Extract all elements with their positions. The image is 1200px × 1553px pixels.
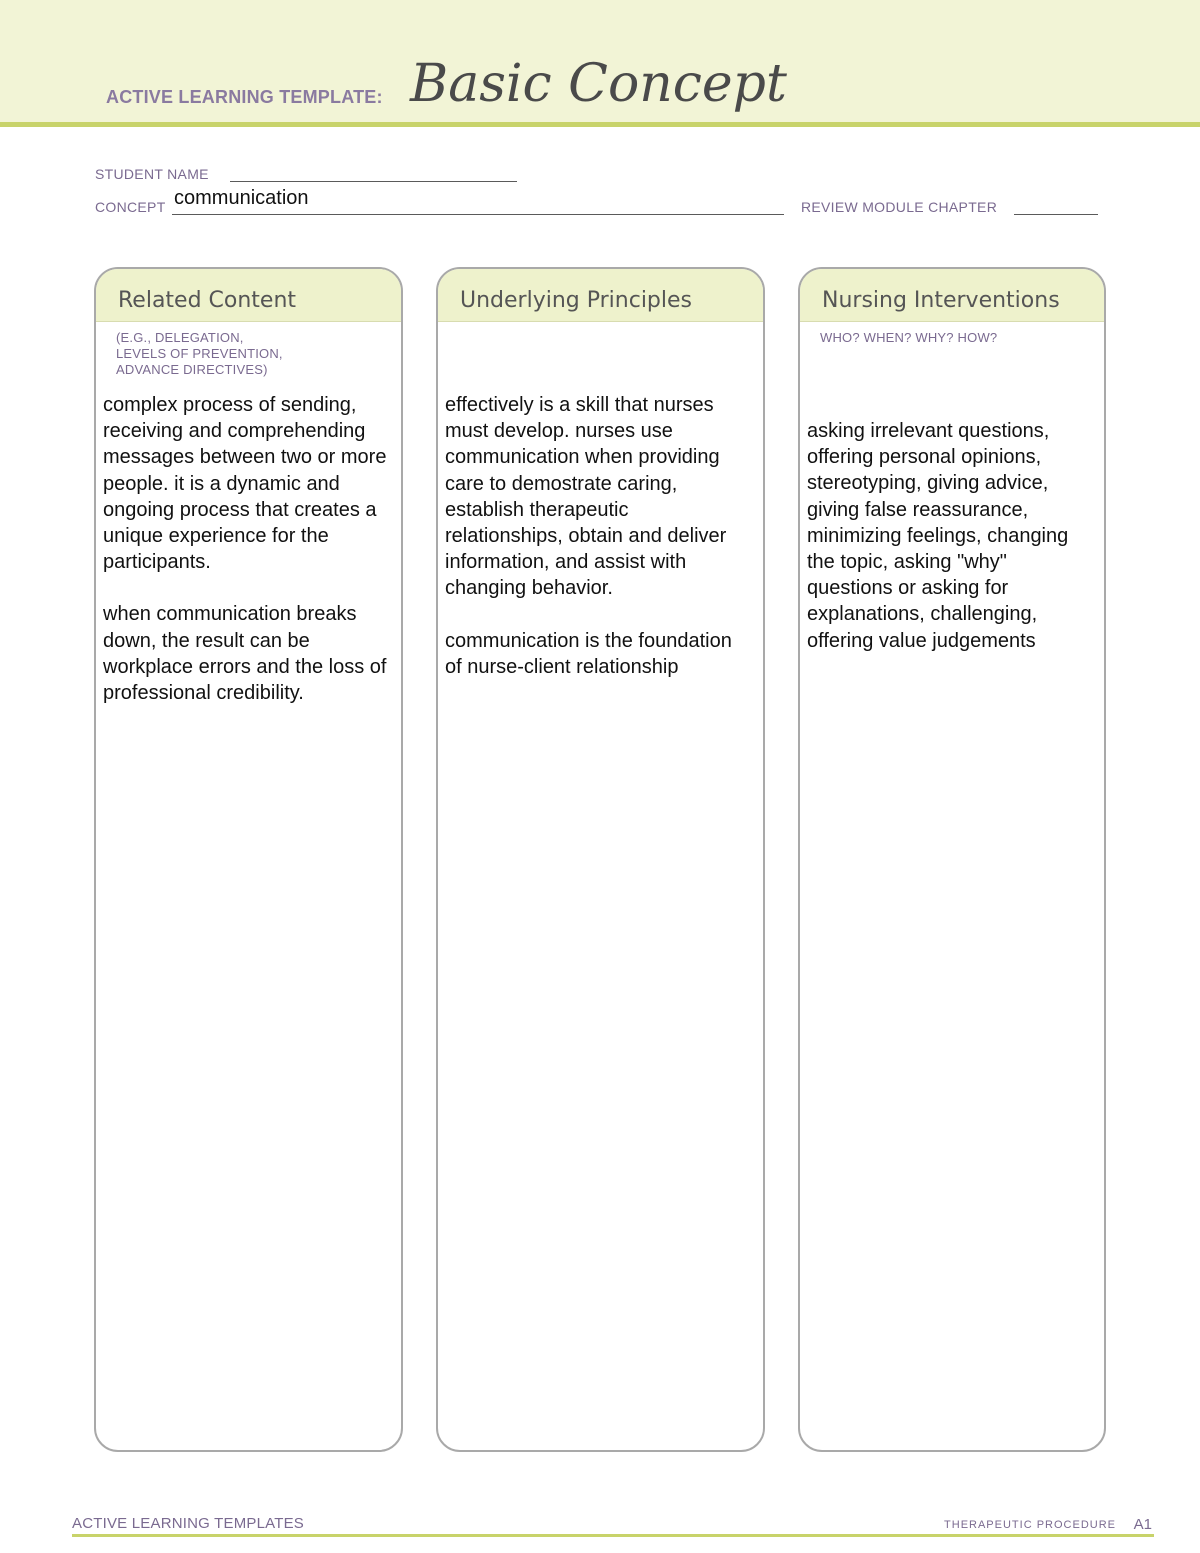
concept-field[interactable]: communication bbox=[174, 187, 309, 209]
student-name-label: STUDENT NAME bbox=[95, 166, 209, 182]
student-name-line[interactable] bbox=[230, 181, 517, 182]
panel-title: Related Content bbox=[118, 288, 297, 313]
panel-title: Nursing Interventions bbox=[822, 288, 1060, 313]
body-paragraph: when communication breaks down, the result can be workplace errors and the loss of professional credibility. bbox=[103, 603, 387, 705]
body-paragraph: asking irrelevant questions, offering personal opinions, stereotyping, giving advice, giving false reassurance, minimizing feelings, changing the topic, asking "why" questions or asking for explanations, challenging, offering value judgements bbox=[807, 420, 1069, 652]
review-module-line[interactable] bbox=[1014, 214, 1098, 215]
review-module-label: REVIEW MODULE CHAPTER bbox=[801, 199, 998, 215]
panel-underlying-principles bbox=[436, 267, 765, 1452]
concept-label: CONCEPT bbox=[95, 199, 166, 215]
footer-right: THERAPEUTIC PROCEDURE bbox=[944, 1519, 1116, 1531]
panel-title: Underlying Principles bbox=[460, 288, 692, 313]
body-paragraph: communication is the foundation of nurse-client relationship bbox=[445, 629, 732, 678]
panel-nursing-interventions bbox=[798, 267, 1106, 1452]
panel-subtitle: (E.G., DELEGATION, LEVELS OF PREVENTION, ADVANCE DIRECTIVES) bbox=[116, 330, 283, 377]
footer-rule bbox=[72, 1534, 1154, 1537]
panel-body[interactable] bbox=[445, 392, 750, 706]
panel-related-content bbox=[94, 267, 403, 1452]
panel-header bbox=[800, 269, 1104, 322]
footer-left: ACTIVE LEARNING TEMPLATES bbox=[72, 1515, 304, 1532]
page-number: A1 bbox=[1133, 1516, 1152, 1533]
header-rule bbox=[0, 122, 1200, 127]
template-title: Basic Concept bbox=[410, 54, 787, 114]
panel-header bbox=[96, 269, 401, 322]
body-paragraph: effectively is a skill that nurses must develop. nurses use communication when providing care to demostrate caring, establish therapeutic relationships, obtain and deliver information, and assist with changing behavior. bbox=[445, 394, 727, 600]
panel-body[interactable] bbox=[807, 418, 1092, 680]
concept-line[interactable] bbox=[172, 214, 784, 215]
panel-subtitle: WHO? WHEN? WHY? HOW? bbox=[820, 330, 998, 345]
template-label: ACTIVE LEARNING TEMPLATE: bbox=[106, 87, 383, 107]
panel-body[interactable] bbox=[103, 392, 393, 732]
body-paragraph: complex process of sending, receiving and comprehending messages between two or more people. it is a dynamic and ongoing process that creates a unique experience for the participants. bbox=[103, 394, 387, 574]
panel-header bbox=[438, 269, 763, 322]
